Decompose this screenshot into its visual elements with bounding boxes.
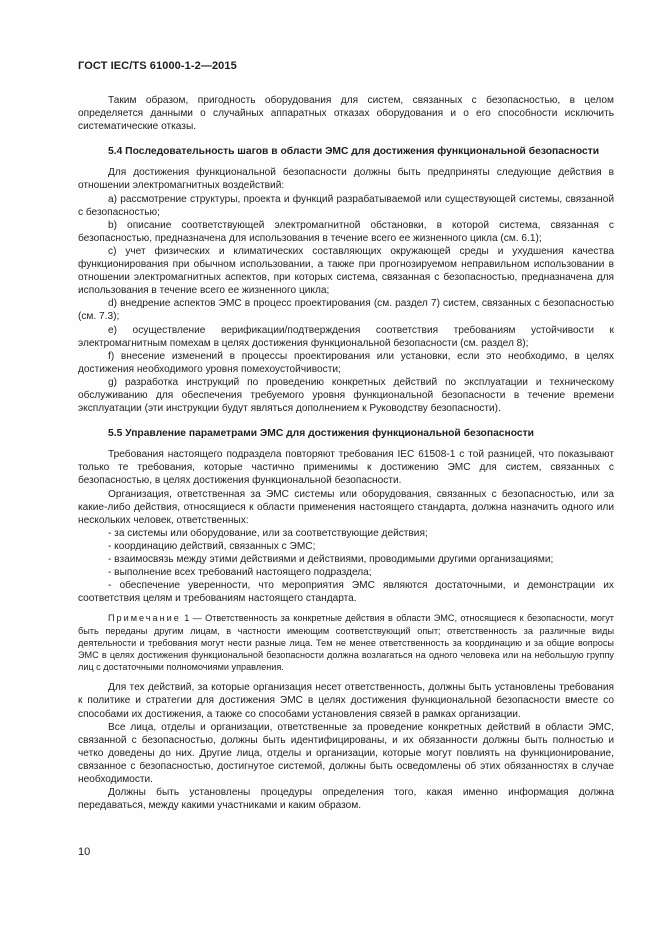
paragraph-5-5-requirements: Требования настоящего подраздела повторяют требования IEC 61508-1 с той разницей, что показывают только те требования, которые частично применимы к достижению ЭМС для систем, связанных с безопасностью, в целях достижения функциональной безопасности.: [78, 449, 614, 487]
note-1: [78, 612, 614, 673]
list-item-f: f) внесение изменений в процессы проектирования или установки, если это необходимо, в целях достижения необходимого уровня помехоустойчивости;: [78, 350, 614, 375]
list-item-d: d) внедрение аспектов ЭМС в процесс проектирования (см. раздел 7) систем, связанных с безопасностью (см. 7.3);: [78, 298, 614, 323]
paragraph-responsibilities: Все лица, отделы и организации, ответственные за проведение конкретных действий в области ЭМС, связанной с безопасностью, должны быть идентифицированы, и их обязанности должны быть полностью и четко доведены до них. Другие лица, отделы и организации, которые могут повлиять на функционирование, связанное с безопасностью, достигнутое системой, должны быть осведомлены об этих обязанностях в случае необходимости.: [78, 721, 614, 786]
section-heading-5-5: 5.5 Управление параметрами ЭМС для достижения функциональной безопасности: [108, 428, 534, 440]
note-text: 1 — Ответственность за конкретные действия в области ЭМС, относящиеся к безопасности, могут быть переданы другим лицам, в частности имеющим соответствующий опыт; ответственность за различные виды деятельности и требования могут нести разные лица. Тем не менее ответственность за координацию и за общие вопросы ЭМС в целях достижения функциональной безопасности должна возлагаться на одного человека или на небольшую группу лиц с достаточными полномочиями управления.: [78, 613, 614, 673]
paragraph-policy: Для тех действий, за которые организация несет ответственность, должны быть установлены требования к политике и стратегии для достижения ЭМС в целях достижения функциональной безопасности вместе со способами их достижения, а также со способами установления связей в рамках организации.: [78, 682, 614, 720]
dash-item-5: - обеспечение уверенности, что мероприятия ЭМС являются достаточными, и демонстрации их соответствия целям и требованиям настоящего стандарта.: [78, 580, 614, 605]
list-item-g: g) разработка инструкций по проведению конкретных действий по эксплуатации и техническому обслуживанию для обеспечения требуемого уровня функциональной безопасности в течение времени эксплуатации (эти инструкции будут являться дополнением к Руководству безопасности).: [78, 376, 614, 415]
list-item-b: b) описание соответствующей электромагнитной обстановки, в которой система, связанная с безопасностью, предназначена для использования в течение всего ее жизненного цикла (см. 6.1);: [78, 219, 614, 244]
list-item-c: с) учет физических и климатических составляющих окружающей среды и ухудшения качества функционирования при обычном использовании, а также при прогнозируемом неправильном использовании в отношении электромагнитных аспектов, при которых система, связанная с безопасностью, предназначена для использования в течение всего ее жизненного цикла;: [78, 245, 614, 297]
paragraph-intro: Таким образом, пригодность оборудования для систем, связанных с безопасностью, в целом определяется данными о случайных аппаратных отказах оборудования и о его способности исключить систематические отказы.: [78, 95, 614, 133]
dash-item-1: - за системы или оборудование, или за соответствующие действия;: [108, 527, 428, 539]
list-item-e: е) осуществление верификации/подтверждения соответствия требованиям устойчивости к электромагнитным помехам в целях достижения функциональной безопасности (см. раздел 8);: [78, 324, 614, 349]
document-header: ГОСТ IEC/TS 61000-1-2—2015: [78, 60, 237, 72]
page-number: 10: [78, 846, 91, 858]
list-item-a: а) рассмотрение структуры, проекта и функций разрабатываемой или существующей системы, связанной с безопасностью;: [78, 193, 614, 218]
dash-item-3: - взаимосвязь между этими действиями и действиями, проводимыми другими организациями;: [108, 554, 554, 565]
dash-item-2: - координацию действий, связанных с ЭМС;: [108, 540, 316, 552]
dash-item-4: - выполнение всех требований настоящего подраздела;: [108, 567, 372, 579]
note-label: Примечание: [108, 613, 181, 624]
document-body: [78, 94, 614, 812]
paragraph-5-5-organization: Организация, ответственная за ЭМС системы или оборудования, связанных с безопасностью, или за какие-либо действия, относящиеся к области применения настоящего стандарта, должна назначить одного или нескольких человек, ответственных:: [78, 488, 614, 526]
section-heading-5-4: 5.4 Последовательность шагов в области ЭМС для достижения функциональной безопасности: [108, 146, 600, 158]
paragraph-procedures: Должны быть установлены процедуры определения того, какая именно информация должна передаваться, между какими участниками и каким образом.: [78, 787, 614, 812]
paragraph-5-4-intro: Для достижения функциональной безопасности должны быть предприняты следующие действия в отношении электромагнитных воздействий:: [78, 167, 614, 192]
